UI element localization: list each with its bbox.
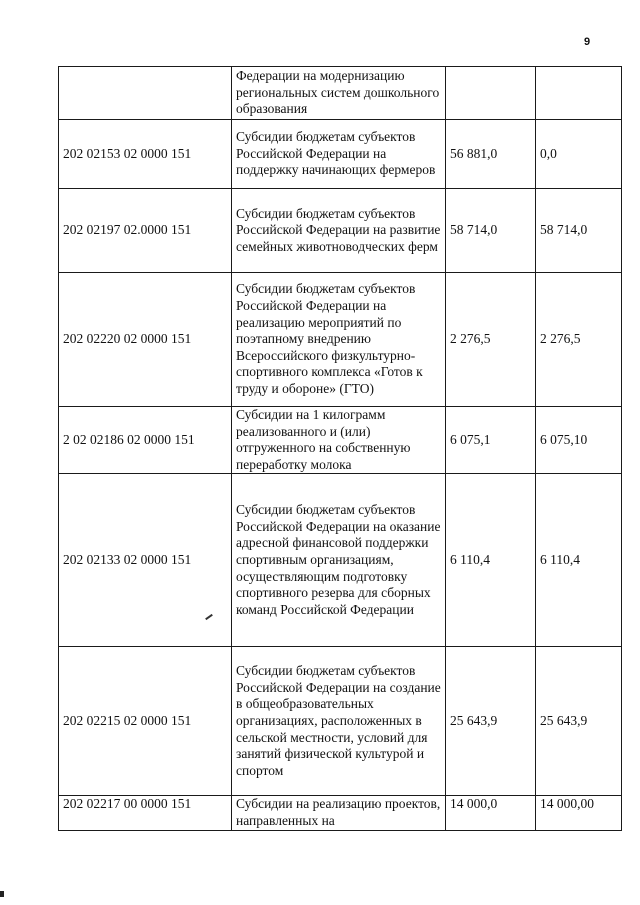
table-row [59, 647, 622, 796]
amount-cell-1: 56 881,0 [446, 120, 536, 189]
budget-code-cell: 202 02197 02.0000 151 [59, 189, 232, 273]
table-row [59, 189, 622, 273]
budget-code-cell: 202 02153 02 0000 151 [59, 120, 232, 189]
table-row [59, 796, 622, 830]
description-cell: Субсидии бюджетам субъектов Российской Федерации на реализацию мероприятий по поэтапному внедрению Всероссийского физкультурно-спортивного комплекса «Готов к труду и обороне» (ГТО) [232, 273, 446, 407]
amount-cell-1: 6 110,4 [446, 474, 536, 647]
amount-cell-2: 0,0 [536, 120, 622, 189]
budget-code-cell: 202 02217 00 0000 151 [59, 796, 232, 830]
description-cell: Субсидии бюджетам субъектов Российской Федерации на поддержку начинающих фермеров [232, 120, 446, 189]
description-cell: Федерации на модернизацию региональных систем дошкольного образования [232, 67, 446, 120]
budget-code-cell: 2 02 02186 02 0000 151 [59, 407, 232, 474]
amount-cell-2: 25 643,9 [536, 647, 622, 796]
description-cell: Субсидии бюджетам субъектов Российской Федерации на оказание адресной финансовой поддержки спортивным организациям, осуществляющим подготовку спортивного резерва для сборных команд Российской Федерации [232, 474, 446, 647]
amount-cell-1: 14 000,0 [446, 796, 536, 830]
description-cell: Субсидии на 1 килограмм реализованного и (или) отгруженного на собственную переработку молока [232, 407, 446, 474]
amount-cell-1 [446, 67, 536, 120]
budget-table [58, 66, 622, 831]
amount-cell-1: 58 714,0 [446, 189, 536, 273]
budget-code-cell: 202 02220 02 0000 151 [59, 273, 232, 407]
table-row [59, 407, 622, 474]
amount-cell-2: 58 714,0 [536, 189, 622, 273]
table-row [59, 273, 622, 407]
amount-cell-2: 6 110,4 [536, 474, 622, 647]
budget-code-cell [59, 67, 232, 120]
amount-cell-2: 14 000,00 [536, 796, 622, 830]
page-number: 9 [584, 36, 591, 48]
description-cell: Субсидии бюджетам субъектов Российской Федерации на развитие семейных животноводческих ферм [232, 189, 446, 273]
table-row [59, 474, 622, 647]
amount-cell-2 [536, 67, 622, 120]
amount-cell-2: 2 276,5 [536, 273, 622, 407]
amount-cell-1: 6 075,1 [446, 407, 536, 474]
table-row [59, 120, 622, 189]
amount-cell-1: 25 643,9 [446, 647, 536, 796]
description-cell: Субсидии на реализацию проектов, направленных на [232, 796, 446, 830]
table-row [59, 67, 622, 120]
scan-edge-mark [0, 891, 4, 897]
budget-code-cell: 202 02215 02 0000 151 [59, 647, 232, 796]
amount-cell-1: 2 276,5 [446, 273, 536, 407]
amount-cell-2: 6 075,10 [536, 407, 622, 474]
description-cell: Субсидии бюджетам субъектов Российской Федерации на создание в общеобразовательных организациях, расположенных в сельской местности, условий для занятий физической культурой и спортом [232, 647, 446, 796]
budget-code-cell: 202 02133 02 0000 151 [59, 474, 232, 647]
